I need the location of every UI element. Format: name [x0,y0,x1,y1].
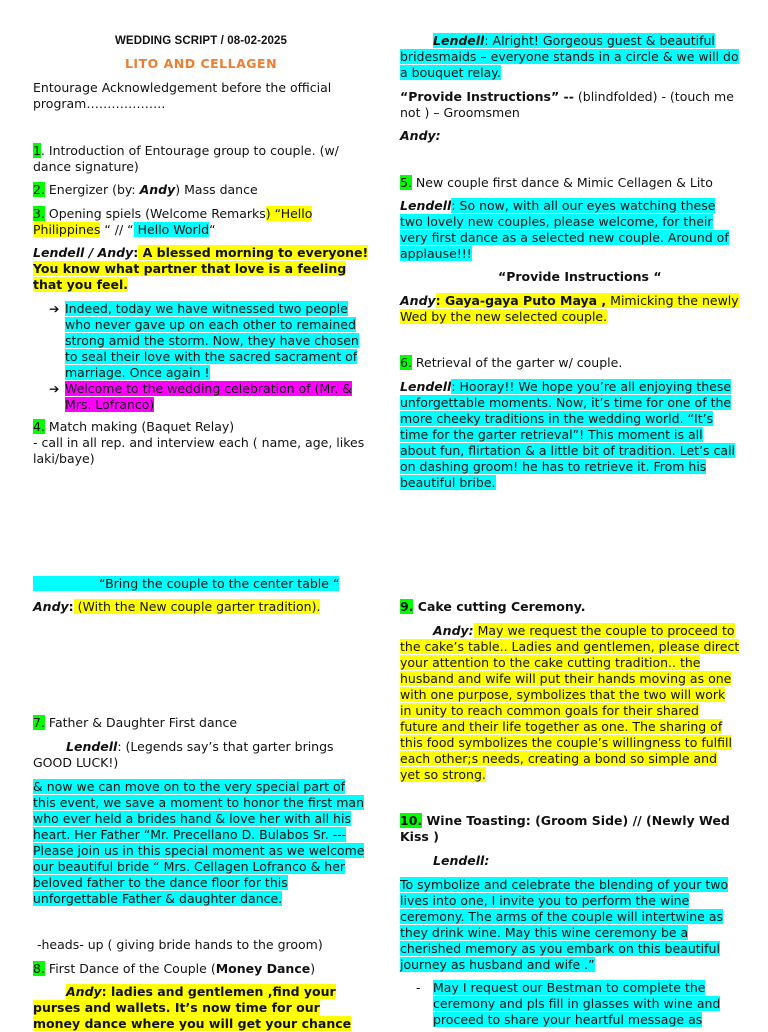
andy-5-song: : Gaya-gaya Puto Maya , [435,293,607,308]
lendell-10: Lendell: [433,853,490,868]
andy-5-speaker: Andy [400,293,436,308]
andy-garter-text: (With the New couple garter tradition). [73,599,321,614]
lendell-top [400,33,740,81]
andy-9 [400,623,740,783]
item-2-speaker: Andy [139,182,176,197]
andy-garter-speaker: Andy [33,599,69,614]
andy-5 [400,293,740,325]
item-3-separator: “ // “ [100,222,134,237]
item-1-text: . Introduction of Entourage group to couple. (w/ dance signature) [33,143,339,174]
item-9 [400,599,740,615]
item-6-text: Retrieval of the garter w/ couple. [411,355,623,370]
list-item [33,301,369,381]
bring-couple-text: “Bring the couple to the center table “ [33,576,339,591]
item-2 [33,182,369,198]
item-7-number: 7. [33,715,45,730]
item-10-number: 10. [400,813,423,828]
arrow-icon: ➔ [49,381,60,396]
provide-instructions-1 [400,89,740,121]
item-6-number: 6. [400,355,412,370]
item-8-text-end: ) [310,961,316,976]
lendell-7-speaker: Lendell [66,739,118,754]
list-item [400,980,740,1028]
lendell-6-speaker: Lendell [400,379,452,394]
item-2-text-end: ) Mass dance [175,182,258,197]
speech-8-text: : ladies and gentlemen ,find your purses and wallets. It’s now time for our money dance where you will get your chance [33,984,352,1031]
bullet-text: Welcome to the wedding celebration of (Mr. & Mrs. Lofranco) [65,381,352,412]
lendell-5-speaker: Lendell [400,198,452,213]
item-8-number: 8. [33,961,45,976]
lendell-top-text: : Alright! Gorgeous guest & beautiful bridesmaids – everyone stands in a circle & we will do a bouquet relay. [400,33,739,80]
item-10-text: Wine Toasting: (Groom Side) // (Newly Wed Kiss ) [400,813,730,844]
item-4-text: Match making (Baquet Relay) [44,419,235,434]
bullet-text: Indeed, today we have witnessed two people who never gave up on each other to remained strong amid the storm. Now, they have chosen to seal their love with the sacred sacrament of marriage. Once again ! [65,301,359,380]
speech-3-text: A blessed morning to everyone! You know what partner that love is a feeling that you feel. [33,245,369,292]
item-3-hello-philippines: ) “Hello Philippines [33,206,313,237]
document-title: WEDDING SCRIPT / 08-02-2025 [114,35,288,47]
item-8-money-dance: Money Dance [215,961,311,976]
item-4-number: 4. [33,419,45,434]
right-column [400,0,740,1027]
item-5-text: New couple first dance & Mimic Cellagen & Lito [411,175,713,190]
item-1-number: 1 [33,143,41,158]
speech-3-colon: : [133,245,139,260]
item-3-quote: “ [209,222,216,237]
list-item [33,381,369,413]
item-9-number: 9. [400,599,414,614]
item-4 [33,419,369,467]
speech-3-speaker: Lendell / Andy [33,245,134,260]
lendell-5 [400,198,740,262]
item-3-number: 3. [33,206,45,221]
para-10 [400,877,740,973]
item-6 [400,355,740,371]
item-5 [400,175,740,191]
andy-label: Andy: [400,128,441,143]
item-3 [33,206,369,238]
item-1 [33,143,369,175]
item-2-text: Energizer (by: [44,182,140,197]
andy-garter: Andy: (With the New couple garter tradition). [33,599,321,614]
item-3-hello-world: Hello World [133,222,210,237]
item-2-number: 2. [33,182,45,197]
item-9-text: Cake cutting Ceremony. [413,599,586,614]
dash-marker: - [416,980,421,995]
lendell-7-text: : (Legends say’s that garter brings GOOD LUCK!) [33,739,334,770]
item-10 [400,813,740,845]
provide-instructions-2: “Provide Instructions “ [498,269,662,284]
lendell-top-speaker: Lendell [433,33,485,48]
provide-instructions-1-text: (blindfolded) - (touch me not ) – Groomsmen [400,89,734,120]
intro-text: Entourage Acknowledgement before the official program………………. [33,80,332,111]
provide-instructions-1-label: “Provide Instructions” -- [400,89,574,104]
item-4-subtext: - call in all rep. and interview each ( name, age, likes laki/baye) [33,435,365,466]
speech-3 [33,245,369,293]
lendell-6-text: : Hooray!! We hope you’re all enjoying these unforgettable moments. Now, it’s time for one of the more cheeky traditions in the wedding world. “It’s time for the garter retrieval”! This moment is all about fun, flirtation & a little bit of tradition. Let’s call on dashing groom! he has to retrieve it. From his beautiful bribe. [400,379,736,490]
lendell-5-text: : So now, with all our eyes watching these two lovely new couples, please welcome, for their very first dance as a selected new couple. Around of applause!!! [400,198,729,261]
bullet-list [33,301,369,413]
item-8 [33,961,369,977]
arrow-icon: ➔ [49,301,60,316]
lendell-7 [33,739,369,771]
andy-9-text: May we request the couple to proceed to the cake’s table.. Ladies and gentlemen, please direct your attention to the cake cutting tradition.. the husband and wife will put their hands moving as one with one purpose, symbolizes that the two will work in unity to reach common goals for their shared future and their life together as one. The sharing of this food symbolizes the couple’s willingness to fulfill each other;s needs, creating a bond so simple and yet so strong. [400,623,740,782]
andy-9-speaker: Andy: [433,623,474,638]
bring-couple-line [33,576,369,592]
andy-5-text: Mimicking the newly Wed by the new selected couple. [400,293,739,324]
heads-up: -heads- up ( giving bride hands to the groom) [37,937,323,952]
para-7-text: & now we can move on to the very special part of this event, we save a moment to honor the first man who ever held a brides hand & love her with all his heart. Her Father “Mr. Precellano D. Bulabos Sr. --- Please join us in this special moment as we welcome our beautiful bride “ Mrs. Cellagen Lofranco & her beloved father to the dance floor for this unforgettable Father & daughter dance. [33,779,365,906]
item-5-number: 5. [400,175,412,190]
speech-8-speaker: Andy [66,984,102,999]
para-10-text: To symbolize and celebrate the blending of your two lives into one, I invite you to perform the wine ceremony. The arms of the couple will intertwine as they drink wine. May this wine ceremony be a cherished memory as you embark on this beautiful journey as husband and wife .” [400,877,729,972]
para-7 [33,779,369,907]
lendell-6 [400,379,740,491]
speech-8 [33,984,369,1032]
item-3-text: Opening spiels (Welcome Remarks [44,206,266,221]
bestman-request-text: May I request our Bestman to complete the ceremony and pls fill in glasses with wine and proceed to share your heartful message as [433,980,721,1027]
item-7 [33,715,369,731]
item-8-text: First Dance of the Couple ( [44,961,216,976]
couple-names: LITO AND CELLAGEN [124,56,278,71]
item-7-text: Father & Daughter First dance [44,715,238,730]
